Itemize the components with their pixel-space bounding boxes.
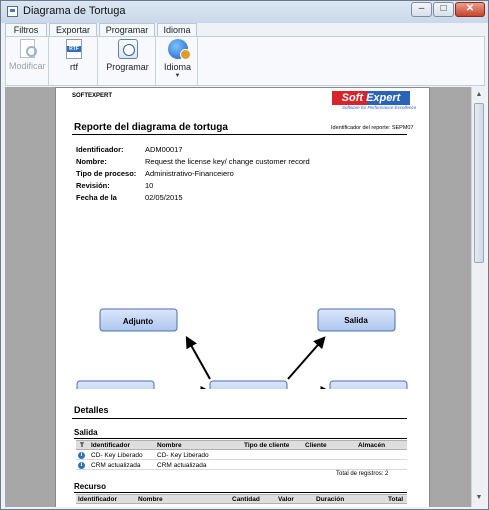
title-rule bbox=[72, 134, 407, 135]
report-viewer[interactable] bbox=[5, 87, 485, 507]
field-value: 02/05/2015 bbox=[145, 193, 183, 202]
vertical-scrollbar[interactable] bbox=[471, 87, 485, 507]
info-icon: i bbox=[78, 462, 85, 469]
details-title: Detalles bbox=[74, 405, 109, 415]
col-duracion: Duración bbox=[316, 496, 345, 503]
col-identificador: Identificador bbox=[78, 496, 118, 503]
logo-subtitle: Software for Performance Excellence bbox=[342, 105, 417, 110]
schedule-button[interactable] bbox=[103, 39, 152, 72]
arrow-to-adjunto bbox=[187, 338, 210, 379]
app-icon bbox=[7, 6, 18, 17]
field-label: Nombre: bbox=[76, 157, 107, 166]
rtf-document-icon bbox=[66, 39, 82, 59]
scroll-up-icon[interactable]: ▲ bbox=[475, 91, 483, 98]
row-nombre: CD- Key Liberado bbox=[157, 452, 209, 459]
minimize-button[interactable]: – bbox=[411, 2, 432, 17]
schedule-label: Programar bbox=[106, 62, 149, 72]
box-adjunto bbox=[100, 309, 177, 331]
window-title: Diagrama de Tortuga bbox=[23, 5, 126, 17]
modify-button[interactable] bbox=[9, 39, 45, 71]
col-nombre: Nombre bbox=[157, 442, 182, 449]
box-salida bbox=[318, 309, 395, 331]
box-proceso-label bbox=[232, 388, 264, 389]
col-cliente: Cliente bbox=[305, 442, 327, 449]
salida-rule bbox=[74, 438, 407, 439]
box-recurso-label bbox=[99, 388, 131, 389]
rtf-label: rtf bbox=[70, 62, 78, 72]
document-magnifier-icon bbox=[20, 39, 35, 58]
report-page bbox=[55, 87, 430, 507]
box-recurso bbox=[77, 381, 154, 389]
field-value: Administrativo-Financeiero bbox=[145, 169, 234, 178]
field-label: Identificador: bbox=[76, 145, 124, 154]
field-value: ADM00017 bbox=[145, 145, 183, 154]
tab-filtros[interactable]: Filtros bbox=[5, 23, 47, 36]
report-id: Identificador del reporte: SEPM07 bbox=[331, 125, 414, 131]
turtle-diagram bbox=[72, 214, 412, 389]
scroll-down-icon[interactable]: ▼ bbox=[475, 494, 483, 501]
col-tipo-cliente: Tipo de cliente bbox=[244, 442, 290, 449]
box-riesgo bbox=[330, 381, 407, 389]
chevron-down-icon: ▼ bbox=[174, 73, 181, 79]
brand-small: SOFTEXPERT bbox=[72, 93, 113, 99]
col-total: Total bbox=[388, 496, 404, 503]
group-filtros bbox=[6, 37, 49, 85]
rtf-button[interactable] bbox=[60, 39, 88, 72]
recurso-title: Recurso bbox=[74, 482, 107, 491]
info-icon: i bbox=[78, 452, 85, 459]
field-value: Request the license key/ change customer record bbox=[145, 157, 310, 166]
tab-programar[interactable]: Programar bbox=[99, 23, 155, 36]
maximize-button[interactable]: □ bbox=[433, 2, 454, 17]
salida-title: Salida bbox=[74, 428, 98, 437]
field-label: Revisión: bbox=[76, 181, 110, 190]
scroll-thumb[interactable] bbox=[474, 103, 484, 263]
col-valor: Valor bbox=[278, 496, 294, 503]
ribbon bbox=[5, 36, 485, 86]
group-exportar bbox=[50, 37, 98, 85]
close-button[interactable]: ✕ bbox=[455, 2, 485, 17]
row-nombre: CRM actualizada bbox=[157, 462, 207, 469]
salida-total: Total de registros: 2 bbox=[336, 471, 389, 477]
globe-icon bbox=[168, 39, 188, 59]
col-identificador: Identificador bbox=[91, 442, 131, 449]
clock-icon bbox=[118, 39, 138, 59]
rtf-icon-text: RTF bbox=[67, 46, 81, 52]
modify-label: Modificar bbox=[9, 61, 46, 71]
tab-exportar[interactable]: Exportar bbox=[49, 23, 97, 36]
box-proceso bbox=[210, 381, 287, 389]
recurso-rule bbox=[74, 492, 407, 493]
row-identificador: CD- Key Liberado bbox=[91, 452, 143, 459]
field-label: Fecha de la bbox=[76, 193, 117, 202]
col-t: T bbox=[80, 442, 84, 449]
recurso-table-header bbox=[76, 494, 407, 504]
group-programar bbox=[99, 37, 156, 85]
field-value: 10 bbox=[145, 181, 154, 190]
box-riesgo-label bbox=[355, 388, 382, 389]
softexpert-logo: Soft Expert bbox=[332, 91, 410, 105]
table-row bbox=[76, 461, 407, 470]
tab-idioma[interactable]: Idioma bbox=[157, 23, 197, 36]
box-adjunto-label: Adjunto bbox=[122, 317, 154, 326]
title-bar bbox=[1, 1, 488, 23]
language-button[interactable] bbox=[162, 39, 193, 79]
language-label: Idioma bbox=[163, 62, 191, 72]
group-idioma bbox=[157, 37, 198, 85]
report-title: Reporte del diagrama de tortuga bbox=[74, 122, 228, 133]
row-identificador: CRM actualizada bbox=[91, 462, 141, 469]
box-salida-label: Salida bbox=[344, 316, 368, 325]
field-label: Tipo de proceso: bbox=[76, 169, 137, 178]
arrow-to-salida bbox=[288, 338, 324, 379]
details-rule bbox=[72, 418, 407, 419]
col-cantidad: Cantidad bbox=[232, 496, 260, 503]
salida-table-header bbox=[76, 440, 407, 450]
col-almacen: Almacén bbox=[358, 442, 386, 449]
col-nombre: Nombre bbox=[138, 496, 163, 503]
table-row bbox=[76, 451, 407, 460]
